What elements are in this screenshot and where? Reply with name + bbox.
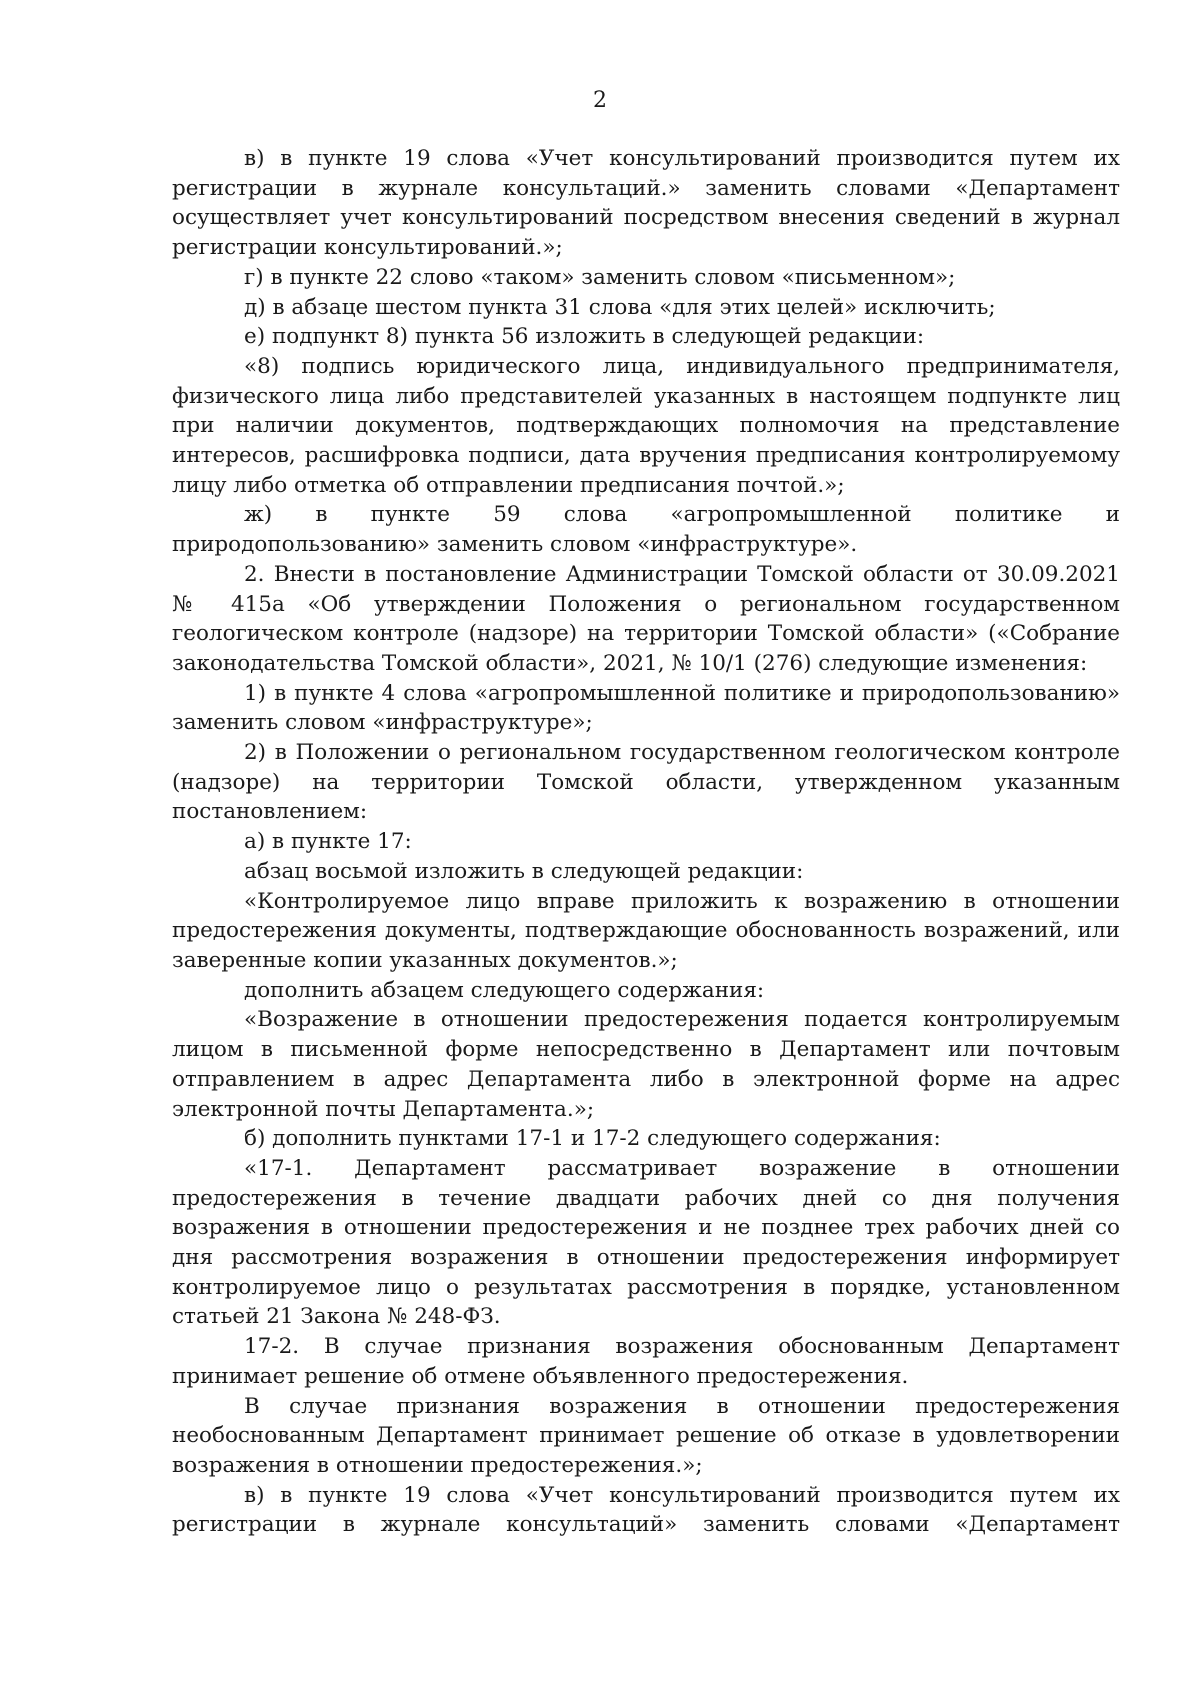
paragraph-zh-item-59: ж) в пункте 59 слова «агропромышленной политике и природопользованию» заменить словом «инфраструктуре». [172, 502, 1120, 558]
paragraph-refusal-case: В случае признания возражения в отношении предостережения необоснованным Департамент принимает решение об отказе в удовлетворении возражения в отношении предостережения.»; [172, 1393, 1120, 1478]
paragraph-quote-objection: «Возражение в отношении предостережения подается контролируемым лицом в письменной форме непосредственно в Департамент или почтовым отправлением в адрес Департамента либо в электронной форме на адрес электронной почты Департамента.»; [172, 1007, 1120, 1122]
paragraph-2-1-item-4: 1) в пункте 4 слова «агропромышленной политике и природопользованию» заменить словом «инфраструктуре»; [172, 680, 1120, 736]
paragraph-quote-subitem-8: «8) подпись юридического лица, индивидуального предпринимателя, физического лица либо представителей указанных в настоящем подпункте лиц при наличии документов, подтверждающих полномочия на представление интересов, расшифровка подписи, дата вручения предписания контролируемому лицу либо отметка об отправлении предписания почтой.»; [172, 353, 1120, 498]
paragraph-v-item-19-second: в) в пункте 19 слова «Учет консультирований производится путем их регистрации в журнале консультаций» заменить словами «Департамент [172, 1482, 1120, 1538]
paragraph-section-2: 2. Внести в постановление Администрации Томской области от 30.09.2021 № 415а «Об утверждении Положения о региональном государственном геологическом контроле (надзоре) на территории Томской области» («Собрание законодательства Томской области», 2021, № 10/1 (276) следующие изменения: [172, 561, 1120, 676]
paragraph-item-17-1: «17-1. Департамент рассматривает возражение в отношении предостережения в течение двадцати рабочих дней со дня получения возражения в отношении предостережения и не позднее трех рабочих дней со дня рассмотрения возражения в отношении предостережения информирует контролируемое лицо о результатах рассмотрения в порядке, установленном статьей 21 Закона № 248-ФЗ. [172, 1155, 1120, 1330]
paragraph-eighth-abzac: абзац восьмой изложить в следующей редакции: [244, 858, 804, 884]
paragraph-a-item-17: а) в пункте 17: [244, 829, 412, 855]
paragraph-g-item-22: г) в пункте 22 слово «таком» заменить словом «письменном»; [244, 264, 956, 290]
document-body [172, 144, 1120, 1540]
paragraph-quote-controlled-person: «Контролируемое лицо вправе приложить к возражению в отношении предостережения документы, подтверждающие обоснованность возражений, или заверенные копии указанных документов.»; [172, 888, 1120, 973]
paragraph-v-item-19: в) в пункте 19 слова «Учет консультирований производится путем их регистрации в журнале консультаций.» заменить словами «Департамент осуществляет учет консультирований посредством внесения сведений в журнал регистрации консультирований.»; [172, 146, 1120, 261]
paragraph-d-item-31: д) в абзаце шестом пункта 31 слова «для этих целей» исключить; [244, 294, 996, 320]
paragraph-add-abzac: дополнить абзацем следующего содержания: [244, 977, 765, 1003]
page-number: 2 [593, 88, 607, 113]
paragraph-b-items-17-1-17-2: б) дополнить пунктами 17-1 и 17-2 следующего содержания: [244, 1126, 941, 1152]
paragraph-item-17-2: 17-2. В случае признания возражения обоснованным Департамент принимает решение об отмене объявленного предостережения. [172, 1334, 1120, 1389]
paragraph-e-item-56: е) подпункт 8) пункта 56 изложить в следующей редакции: [244, 324, 925, 350]
paragraph-2-2-regulation: 2) в Положении о региональном государственном геологическом контроле (надзоре) на территории Томской области, утвержденном указанным постановлением: [172, 740, 1120, 825]
